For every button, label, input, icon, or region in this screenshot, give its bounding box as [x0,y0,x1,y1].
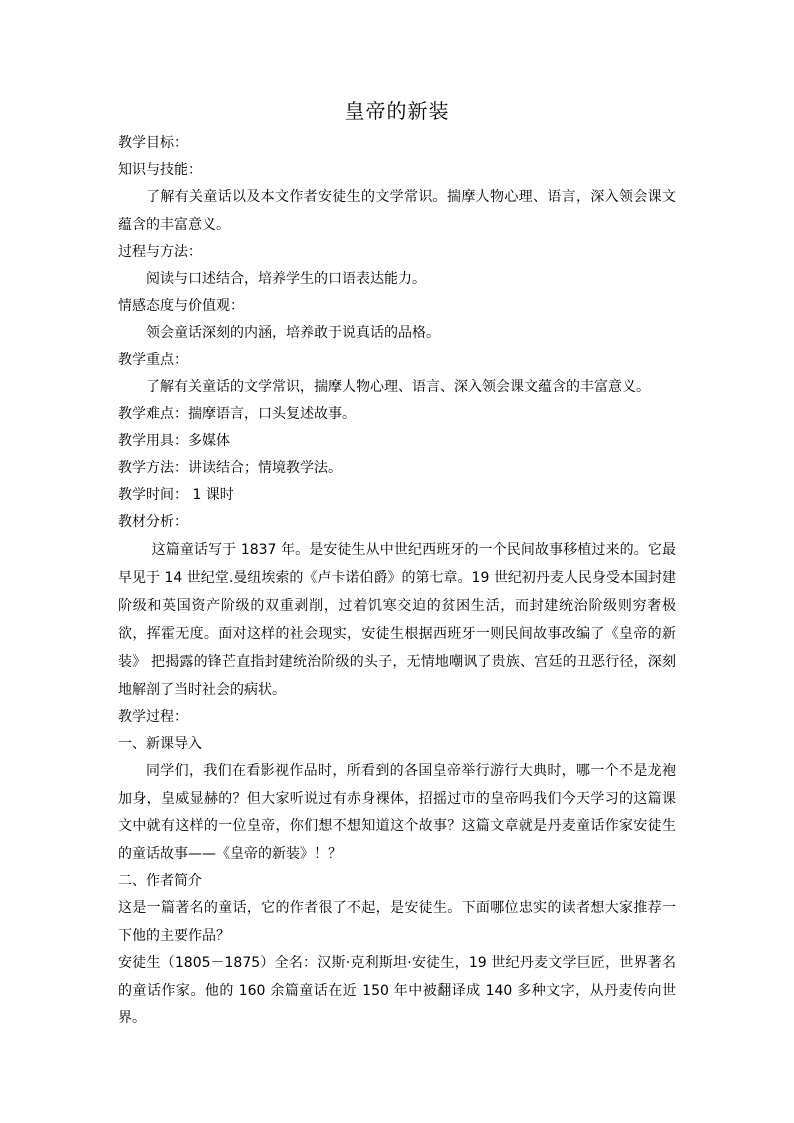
section1-text: 同学们，我们在看影视作品时，所看到的各国皇帝举行游行大典时，哪一个不是龙袍加身，皇威显赫的？但大家听说过有赤身裸体，招摇过市的皇帝吗我们今天学习的这篇课文中就有这样的一位皇帝，你们想不想知道这个故事？这篇文章就是丹麦童话作家安徒生的童话故事——《皇帝的新装》！？ [118,763,676,862]
section2-text1: 这是一篇著名的童话，它的作者很了不起，是安徒生。下面哪位忠实的读者想大家推荐一下他的主要作品？ [118,900,676,944]
document-title: 皇帝的新装 [344,99,450,123]
time-line: 教学时间： 1 课时 [118,487,234,503]
attitude-text: 领会童话深刻的内涵，培养敢于说真话的品格。 [146,325,440,341]
document-page [118,96,676,1033]
teaching-process-heading: 教学过程： [118,709,188,725]
material-text: 这篇童话写于 1837 年。是安徒生从中世纪西班牙的一个民间故事移植过来的。它最早见于 14 世纪堂.曼纽埃索的《卢卡诺伯爵》的第七章。19 世纪初丹麦人民身受本国封建阶级和英国资产阶级的双重剥削，过着饥寒交迫的贫困生活，而封建统治阶级则穷奢极欲，挥霍无度。面对这样的社会现实，安徒生根据西班牙一则民间故事改编了《皇帝的新装》 把揭露的锋芒直指封建统治阶级的头子，无情地嘲讽了贵族、宫廷的丑恶行径，深刻地解剖了当时社会的病状。 [118,542,676,698]
section1-heading: 一、新课导入 [118,736,202,752]
process-heading: 过程与方法： [118,244,202,260]
section2-text2: 安徒生（1805－1875）全名：汉斯·克利斯坦·安徒生，19 世纪丹麦文学巨匠，世界著名的童话作家。他的 160 余篇童话在近 150 年中被翻译成 140 多种文字，从丹麦传向世界。 [118,955,676,1026]
key-text: 了解有关童话的文学常识，揣摩人物心理、语言、深入领会课文蕴含的丰富意义。 [146,379,650,395]
attitude-heading: 情感态度与价值观： [118,298,244,314]
process-text: 阅读与口述结合，培养学生的口语表达能力。 [146,271,426,287]
material-heading: 教材分析： [118,514,188,530]
key-heading: 教学重点： [118,352,188,368]
method-line: 教学方法：讲读结合；情境教学法。 [118,460,342,476]
goals-heading: 教学目标： [118,135,188,151]
tools-line: 教学用具：多媒体 [118,433,230,449]
knowledge-text: 了解有关童话以及本文作者安徒生的文学常识。揣摩人物心理、语言，深入领会课文蕴含的丰富意义。 [118,189,676,233]
section2-heading: 二、作者简介 [118,873,202,889]
knowledge-heading: 知识与技能： [118,162,202,178]
difficulty-line: 教学难点：揣摩语言，口头复述故事。 [118,406,356,422]
